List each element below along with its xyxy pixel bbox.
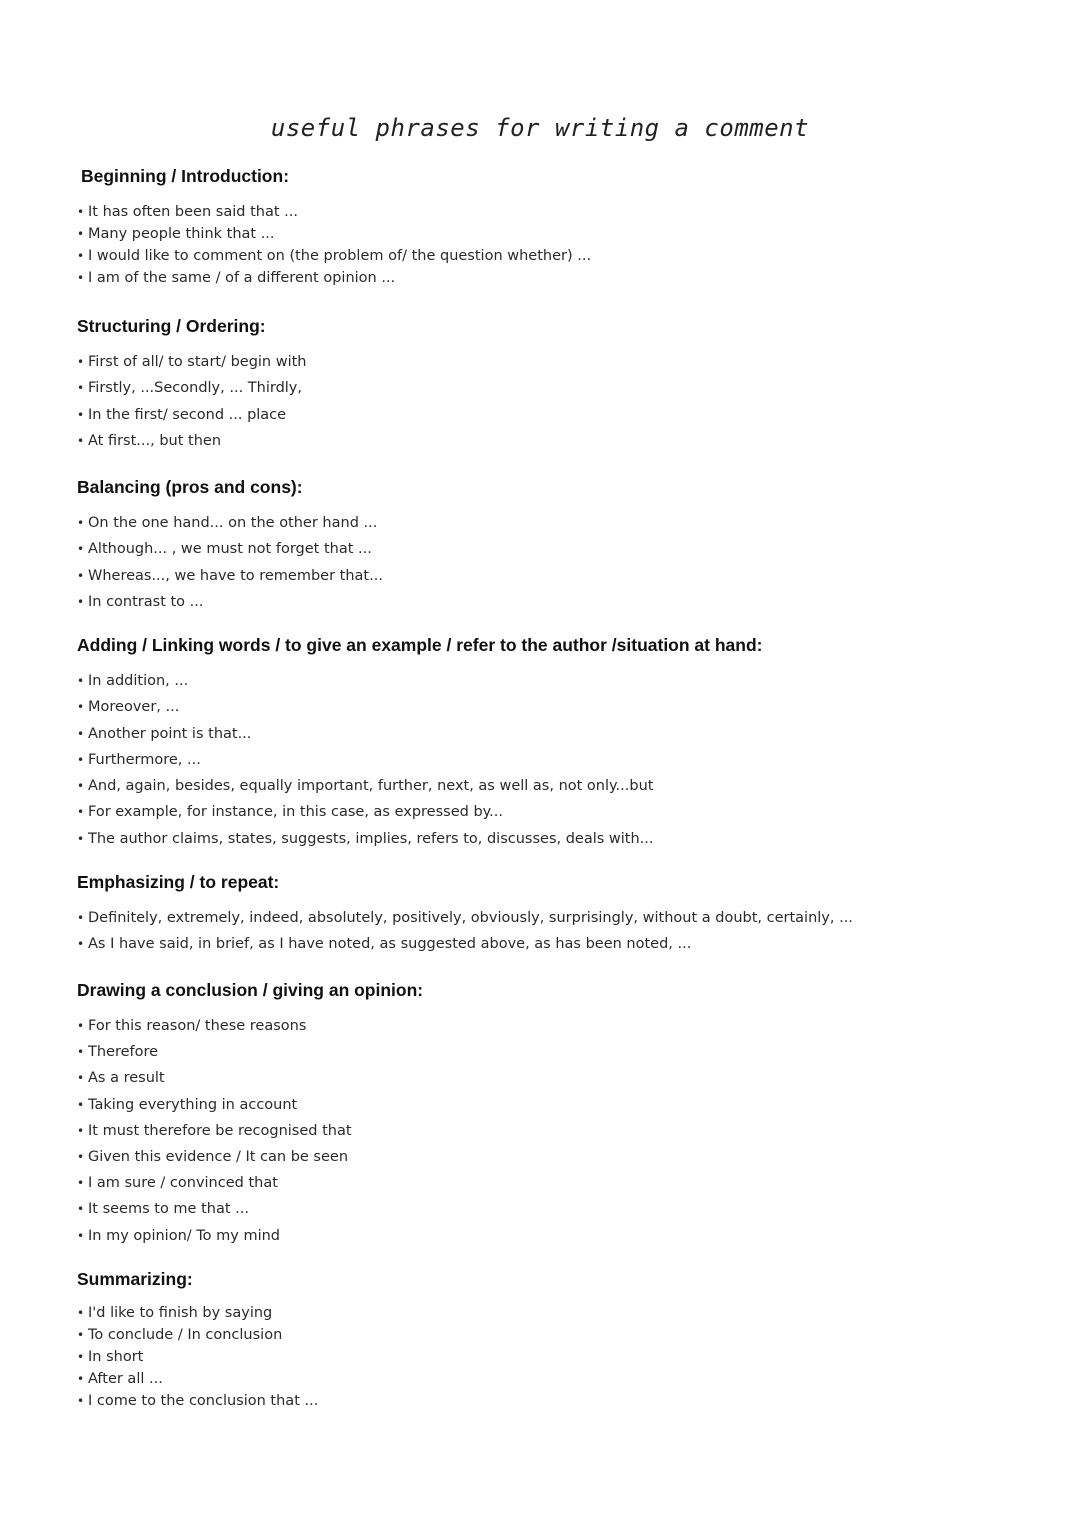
list-item: • After all ... xyxy=(77,1368,1037,1390)
section-heading-beginning: Beginning / Introduction: xyxy=(81,166,290,186)
section-summarizing xyxy=(77,1269,1037,1412)
list-item: • Whereas..., we have to remember that... xyxy=(77,563,1037,589)
section-beginning xyxy=(81,166,1041,289)
list-item: • In addition, ... xyxy=(77,668,1037,694)
section-heading-conclusion: Drawing a conclusion / giving an opinion: xyxy=(77,980,424,1000)
section-heading-summarizing: Summarizing: xyxy=(77,1269,193,1289)
list-item: • In contrast to ... xyxy=(77,589,1037,615)
section-conclusion xyxy=(77,980,1037,1249)
list-item: • Moreover, ... xyxy=(77,694,1037,720)
list-item: • As I have said, in brief, as I have noted, as suggested above, as has been noted, ... xyxy=(77,931,1037,957)
list-item: • It seems to me that ... xyxy=(77,1196,1037,1222)
phrase-list-adding xyxy=(77,668,1037,852)
phrase-list-conclusion xyxy=(77,1013,1037,1249)
list-item: • Firstly, ...Secondly, ... Thirdly, xyxy=(77,375,1037,401)
phrase-list-summarizing xyxy=(77,1302,1037,1412)
list-item: • Therefore xyxy=(77,1039,1037,1065)
section-balancing xyxy=(77,477,1037,615)
list-item: • Taking everything in account xyxy=(77,1092,1037,1118)
list-item: • For this reason/ these reasons xyxy=(77,1013,1037,1039)
list-item: • The author claims, states, suggests, implies, refers to, discusses, deals with... xyxy=(77,826,1037,852)
list-item: • It has often been said that ... xyxy=(77,201,1041,223)
page-title: useful phrases for writing a comment xyxy=(270,114,810,142)
phrase-list-balancing xyxy=(77,510,1037,615)
list-item: • First of all/ to start/ begin with xyxy=(77,349,1037,375)
section-heading-emphasizing: Emphasizing / to repeat: xyxy=(77,872,280,892)
list-item: • I am sure / convinced that xyxy=(77,1170,1037,1196)
list-item: • Another point is that... xyxy=(77,721,1037,747)
list-item: • Many people think that ... xyxy=(77,223,1041,245)
section-heading-adding: Adding / Linking words / to give an example / refer to the author /situation at hand: xyxy=(77,635,763,655)
list-item: • I come to the conclusion that ... xyxy=(77,1390,1037,1412)
section-structuring xyxy=(77,316,1037,454)
phrase-list-structuring xyxy=(77,349,1037,454)
section-heading-structuring: Structuring / Ordering: xyxy=(77,316,266,336)
list-item: • And, again, besides, equally important, further, next, as well as, not only...but xyxy=(77,773,1037,799)
phrase-list-emphasizing xyxy=(77,905,1037,958)
list-item: • I would like to comment on (the problem of/ the question whether) ... xyxy=(77,245,1041,267)
section-heading-balancing: Balancing (pros and cons): xyxy=(77,477,303,497)
list-item: • In my opinion/ To my mind xyxy=(77,1223,1037,1249)
list-item: • I'd like to finish by saying xyxy=(77,1302,1037,1324)
list-item: • In short xyxy=(77,1346,1037,1368)
list-item: • In the first/ second ... place xyxy=(77,402,1037,428)
phrase-list-beginning xyxy=(77,201,1041,289)
list-item: • On the one hand... on the other hand ... xyxy=(77,510,1037,536)
list-item: • Furthermore, ... xyxy=(77,747,1037,773)
section-adding xyxy=(77,635,1037,852)
section-emphasizing xyxy=(77,872,1037,958)
list-item: • Although... , we must not forget that ... xyxy=(77,536,1037,562)
list-item: • It must therefore be recognised that xyxy=(77,1118,1037,1144)
list-item: • To conclude / In conclusion xyxy=(77,1324,1037,1346)
list-item: • At first..., but then xyxy=(77,428,1037,454)
list-item: • Given this evidence / It can be seen xyxy=(77,1144,1037,1170)
list-item: • As a result xyxy=(77,1065,1037,1091)
list-item: • For example, for instance, in this case, as expressed by... xyxy=(77,799,1037,825)
list-item: • Definitely, extremely, indeed, absolutely, positively, obviously, surprisingly, without a doubt, certainly, ... xyxy=(77,905,1037,931)
list-item: • I am of the same / of a different opinion ... xyxy=(77,267,1041,289)
